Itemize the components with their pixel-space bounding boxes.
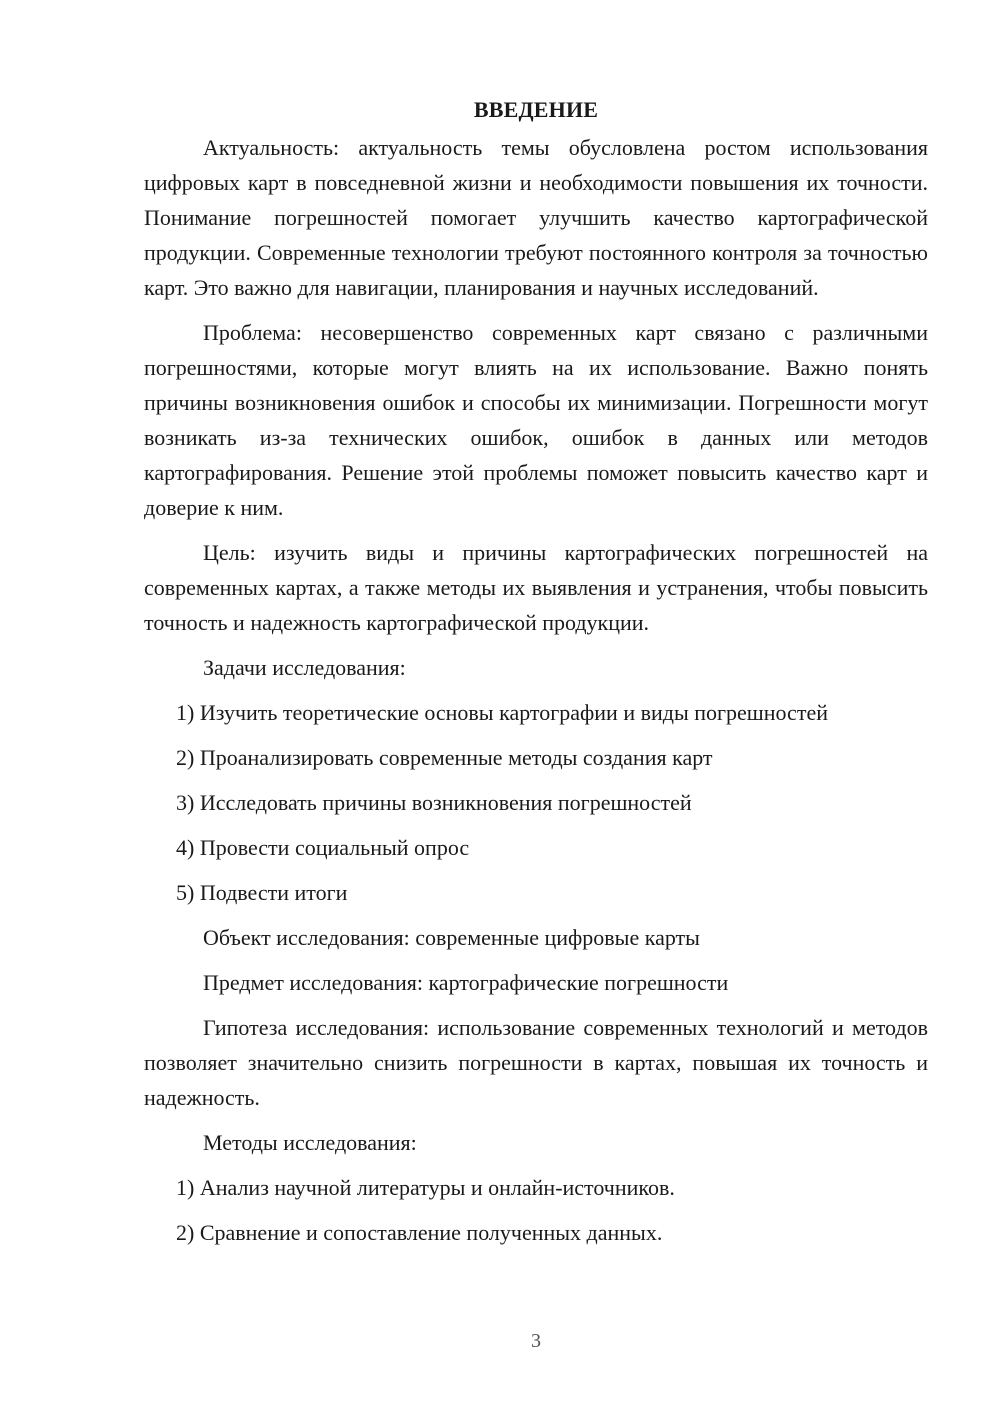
methods-list [144, 1170, 928, 1250]
paragraph-problem: Проблема: несовершенство современных карт связано с различными погрешностями, которые могут влиять на их использование. Важно понять причины возникновения ошибок и способы их минимизации. Погрешности могут возникать из-за технических ошибок, ошибок в данных или методов картографирования. Решение этой проблемы поможет повысить качество карт и доверие к ним. [144, 320, 928, 520]
paragraph-subject: Предмет исследования: картографические погрешности [203, 970, 729, 995]
document-page [144, 90, 928, 1260]
list-item: 1) Анализ научной литературы и онлайн-источников. [176, 1175, 675, 1200]
paragraph-object: Объект исследования: современные цифровые карты [203, 925, 700, 950]
list-item: 4) Провести социальный опрос [176, 835, 470, 860]
tasks-heading: Задачи исследования: [203, 655, 406, 680]
paragraph-goal: Цель: изучить виды и причины картографических погрешностей на современных картах, а также методы их выявления и устранения, чтобы повысить точность и надежность картографической продукции. [144, 540, 928, 635]
list-item: 2) Сравнение и сопоставление полученных данных. [176, 1220, 663, 1245]
page-number: 3 [531, 1330, 541, 1352]
paragraph-relevance: Актуальность: актуальность темы обусловлена ростом использования цифровых карт в повседневной жизни и необходимости повышения их точности. Понимание погрешностей помогает улучшить качество картографической продукции. Современные технологии требуют постоянного контроля за точностью карт. Это важно для навигации, планирования и научных исследований. [144, 135, 928, 300]
tasks-list [144, 695, 928, 910]
paragraph-hypothesis: Гипотеза исследования: использование современных технологий и методов позволяет значительно снизить погрешности в картах, повышая их точность и надежность. [144, 1015, 928, 1110]
list-item: 1) Изучить теоретические основы картографии и виды погрешностей [176, 700, 828, 725]
list-item: 5) Подвести итоги [176, 880, 348, 905]
page-title: ВВЕДЕНИЕ [473, 97, 599, 122]
methods-heading: Методы исследования: [203, 1130, 417, 1155]
list-item: 3) Исследовать причины возникновения погрешностей [176, 790, 692, 815]
list-item: 2) Проанализировать современные методы создания карт [176, 745, 713, 770]
